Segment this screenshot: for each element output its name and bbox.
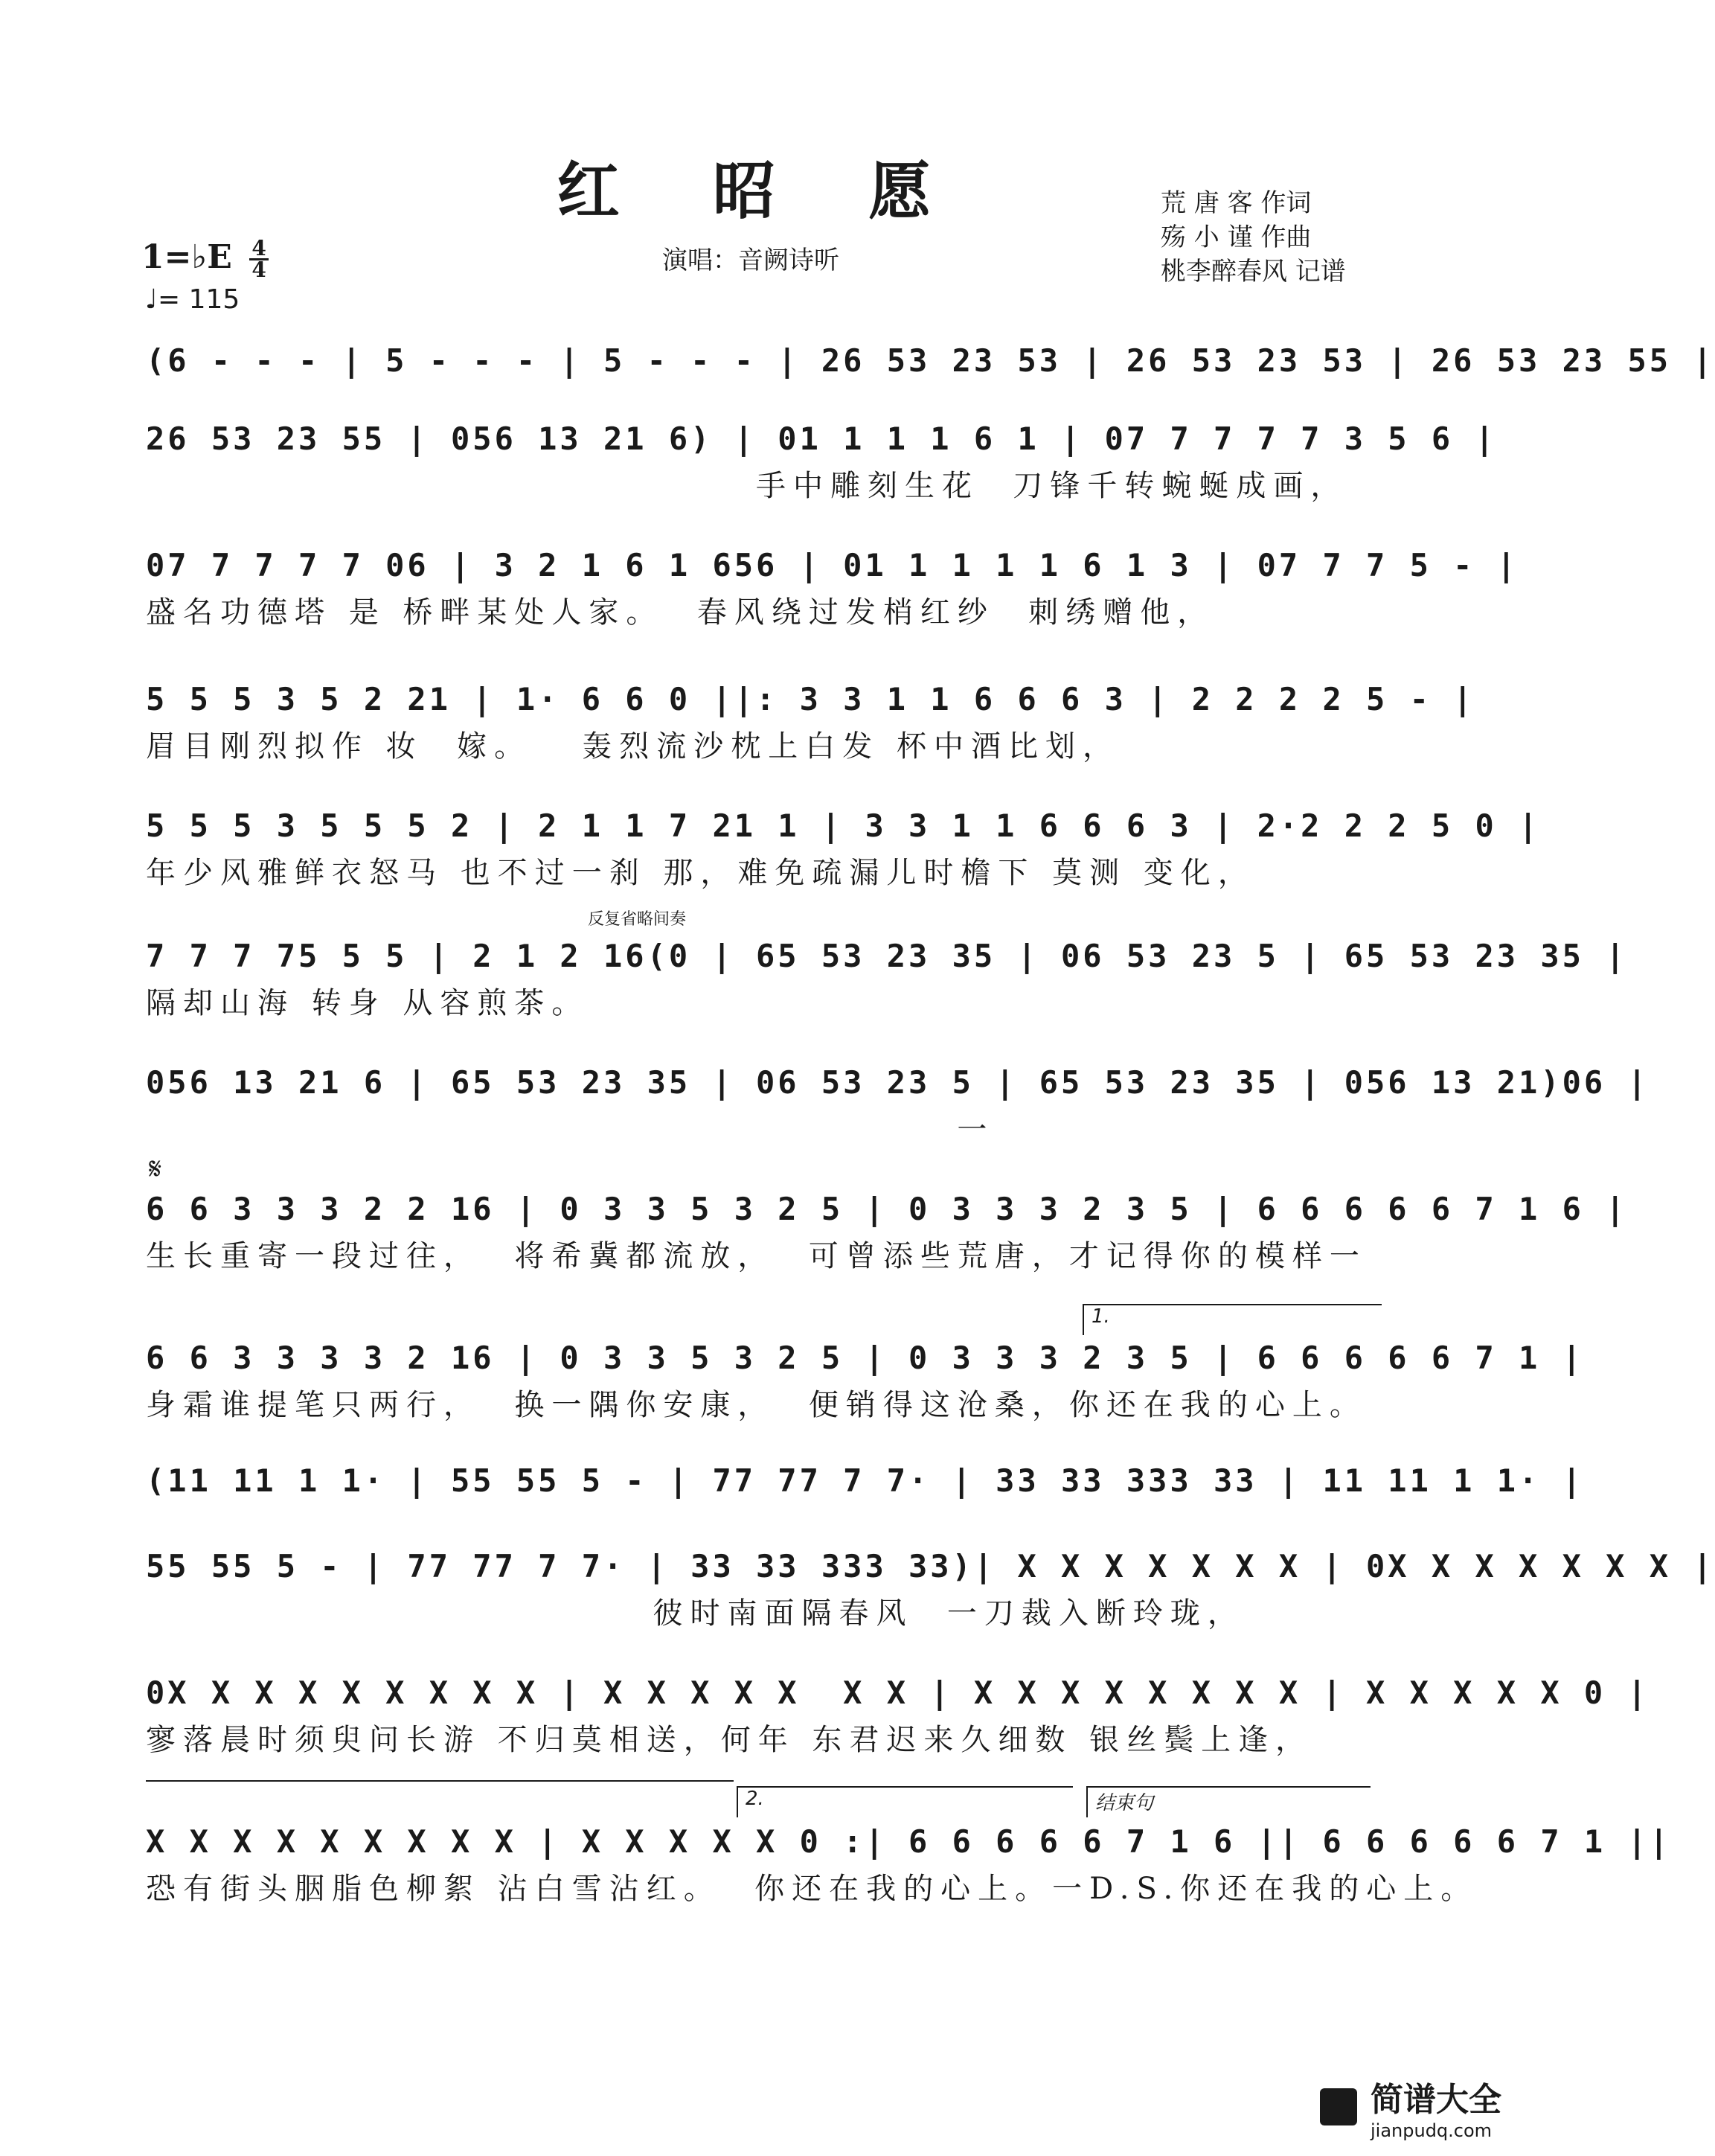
lyrics-line-11: 彼时南面隔春风 一刀裁入断玲珑， xyxy=(146,1596,1245,1631)
notes-line-6: 7 7 7 75 5 5 | 2 1 2 16(0 | 65 53 23 35 | 06 53 23 5 | 65 53 23 35 | xyxy=(146,938,1628,974)
composer-credit: 殇 小 谨 作曲 xyxy=(1161,223,1312,252)
coda-bracket xyxy=(1086,1786,1371,1817)
notes-line-8: 6 6 3 3 3 2 2 16 | 0 3 3 5 3 2 5 | 0 3 3 3 2 3 5 | 6 6 6 6 6 7 1 6 | xyxy=(146,1191,1628,1227)
key-label: 1=♭E xyxy=(141,238,232,276)
lyrics-line-6: 隔却山海 转身 从容煎茶。 xyxy=(146,986,589,1020)
lyrics-line-8: 生长重寄一段过往， 将希冀都流放， 可曾添些荒唐，才记得你的模样一 xyxy=(146,1239,1367,1273)
song-title: 红 昭 愿 xyxy=(557,154,967,228)
segno-sign: 𝄋 xyxy=(149,1152,162,1186)
lyrics-line-5: 年少风雅鲜衣怒马 也不过一刹 那，难免疏漏儿时檐下 莫测 变化， xyxy=(146,856,1255,890)
time-sig-top: 4 xyxy=(251,236,266,260)
lyrics-line-3: 盛名功德塔 是 桥畔某处人家。 春风绕过发梢红纱 刺绣赠他， xyxy=(146,595,1215,630)
transcriber-credit: 桃李醉春风 记谱 xyxy=(1161,257,1346,287)
notes-line-2: 26 53 23 55 | 056 13 21 6) | 01 1 1 1 6 1 | 07 7 7 7 7 3 5 6 | xyxy=(146,420,1497,457)
notes-line-11: 55 55 5 - | 77 77 7 7· | 33 33 333 33)| X X X X X X X | 0X X X X X X X | xyxy=(146,1548,1715,1584)
time-sig-bottom: 4 xyxy=(251,257,266,282)
score-line-8 xyxy=(146,1183,1628,1277)
score-line-3 xyxy=(146,540,1519,633)
notes-line-9: 6 6 3 3 3 3 2 16 | 0 3 3 5 3 2 5 | 0 3 3 3 2 3 5 | 6 6 6 6 6 7 1 | xyxy=(146,1340,1584,1376)
lyrics-line-13: 恐有街头胭脂色柳絮 沾白雪沾红。 你还在我的心上。一D.S.你还在我的心上。 xyxy=(146,1872,1478,1906)
score-line-6 xyxy=(146,930,1628,1024)
notes-line-10: (11 11 1 1· | 55 55 5 - | 77 77 7 7· | 33 33 333 33 | 11 11 1 1· | xyxy=(146,1462,1584,1499)
score-line-13 xyxy=(146,1816,1672,1910)
notes-line-1: (6 - - - | 5 - - - | 5 - - - | 26 53 23 53 | 26 53 23 53 | 26 53 23 55 | xyxy=(146,342,1715,379)
notes-line-7: 056 13 21 6 | 65 53 23 35 | 06 53 23 5 | 65 53 23 35 | 056 13 21)06 | xyxy=(146,1064,1650,1101)
watermark-site: jianpudq.com xyxy=(1371,2120,1493,2141)
lyrics-line-4: 眉目刚烈拟作 妆 嫁。 轰烈流沙枕上白发 杯中酒比划， xyxy=(146,729,1121,764)
second-ending-label: 2. xyxy=(746,1788,764,1810)
watermark-name: 简谱大全 xyxy=(1371,2081,1501,2119)
notes-line-4: 5 5 5 3 5 2 21 | 1· 6 6 0 ||: 3 3 1 1 6 6 6 3 | 2 2 2 2 5 - | xyxy=(146,681,1475,717)
lyricist-credit: 荒 唐 客 作词 xyxy=(1161,188,1312,218)
lyrics-line-12: 寥落晨时须臾问长游 不归莫相送，何年 东君迟来久细数 银丝鬓上逢， xyxy=(146,1723,1313,1757)
watermark-logo-icon xyxy=(1320,2088,1357,2125)
first-ending-bracket xyxy=(1083,1304,1382,1335)
credits xyxy=(1161,186,1346,289)
score-line-4 xyxy=(146,674,1475,767)
score-line-12 xyxy=(146,1667,1650,1761)
lyrics-line-7: 一 xyxy=(146,1113,995,1147)
score-line-2 xyxy=(146,413,1497,507)
score-line-9 xyxy=(146,1332,1584,1426)
score-line-7 xyxy=(146,1057,1650,1151)
second-ending-bracket xyxy=(737,1786,1073,1817)
notes-line-3: 07 7 7 7 7 06 | 3 2 1 6 1 656 | 01 1 1 1 1 6 1 3 | 07 7 7 5 - | xyxy=(146,547,1519,583)
watermark xyxy=(1320,2073,1501,2141)
notes-line-12: 0X X X X X X X X X | X X X X X X X | X X X X X X X X | X X X X X 0 | xyxy=(146,1674,1650,1711)
score-line-10 xyxy=(146,1455,1584,1549)
lyrics-line-9: 身霜谁提笔只两行， 换一隅你安康， 便销得这沧桑，你还在我的心上。 xyxy=(146,1388,1367,1422)
tempo-mark: ♩= 115 xyxy=(145,284,240,315)
notes-line-5: 5 5 5 3 5 5 5 2 | 2 1 1 7 21 1 | 3 3 1 1 6 6 6 3 | 2·2 2 2 5 0 | xyxy=(146,807,1541,844)
interlude-note: 反复省略间奏 xyxy=(588,910,687,929)
first-ending-label: 1. xyxy=(1091,1305,1110,1328)
score-line-11 xyxy=(146,1541,1715,1634)
key-signature xyxy=(141,238,269,280)
coda-label: 结束句 xyxy=(1095,1792,1154,1814)
score-line-5 xyxy=(146,800,1541,894)
tie-line xyxy=(146,1780,734,1782)
singer: 演唱：音阙诗听 xyxy=(662,246,839,275)
notes-line-13: X X X X X X X X X | X X X X X 0 :| 6 6 6 6 6 7 1 6 || 6 6 6 6 6 7 1 || xyxy=(146,1823,1672,1860)
time-signature xyxy=(249,236,269,282)
lyrics-line-2: 手中雕刻生花 刀锋千转蜿蜒成画， xyxy=(756,469,1348,503)
